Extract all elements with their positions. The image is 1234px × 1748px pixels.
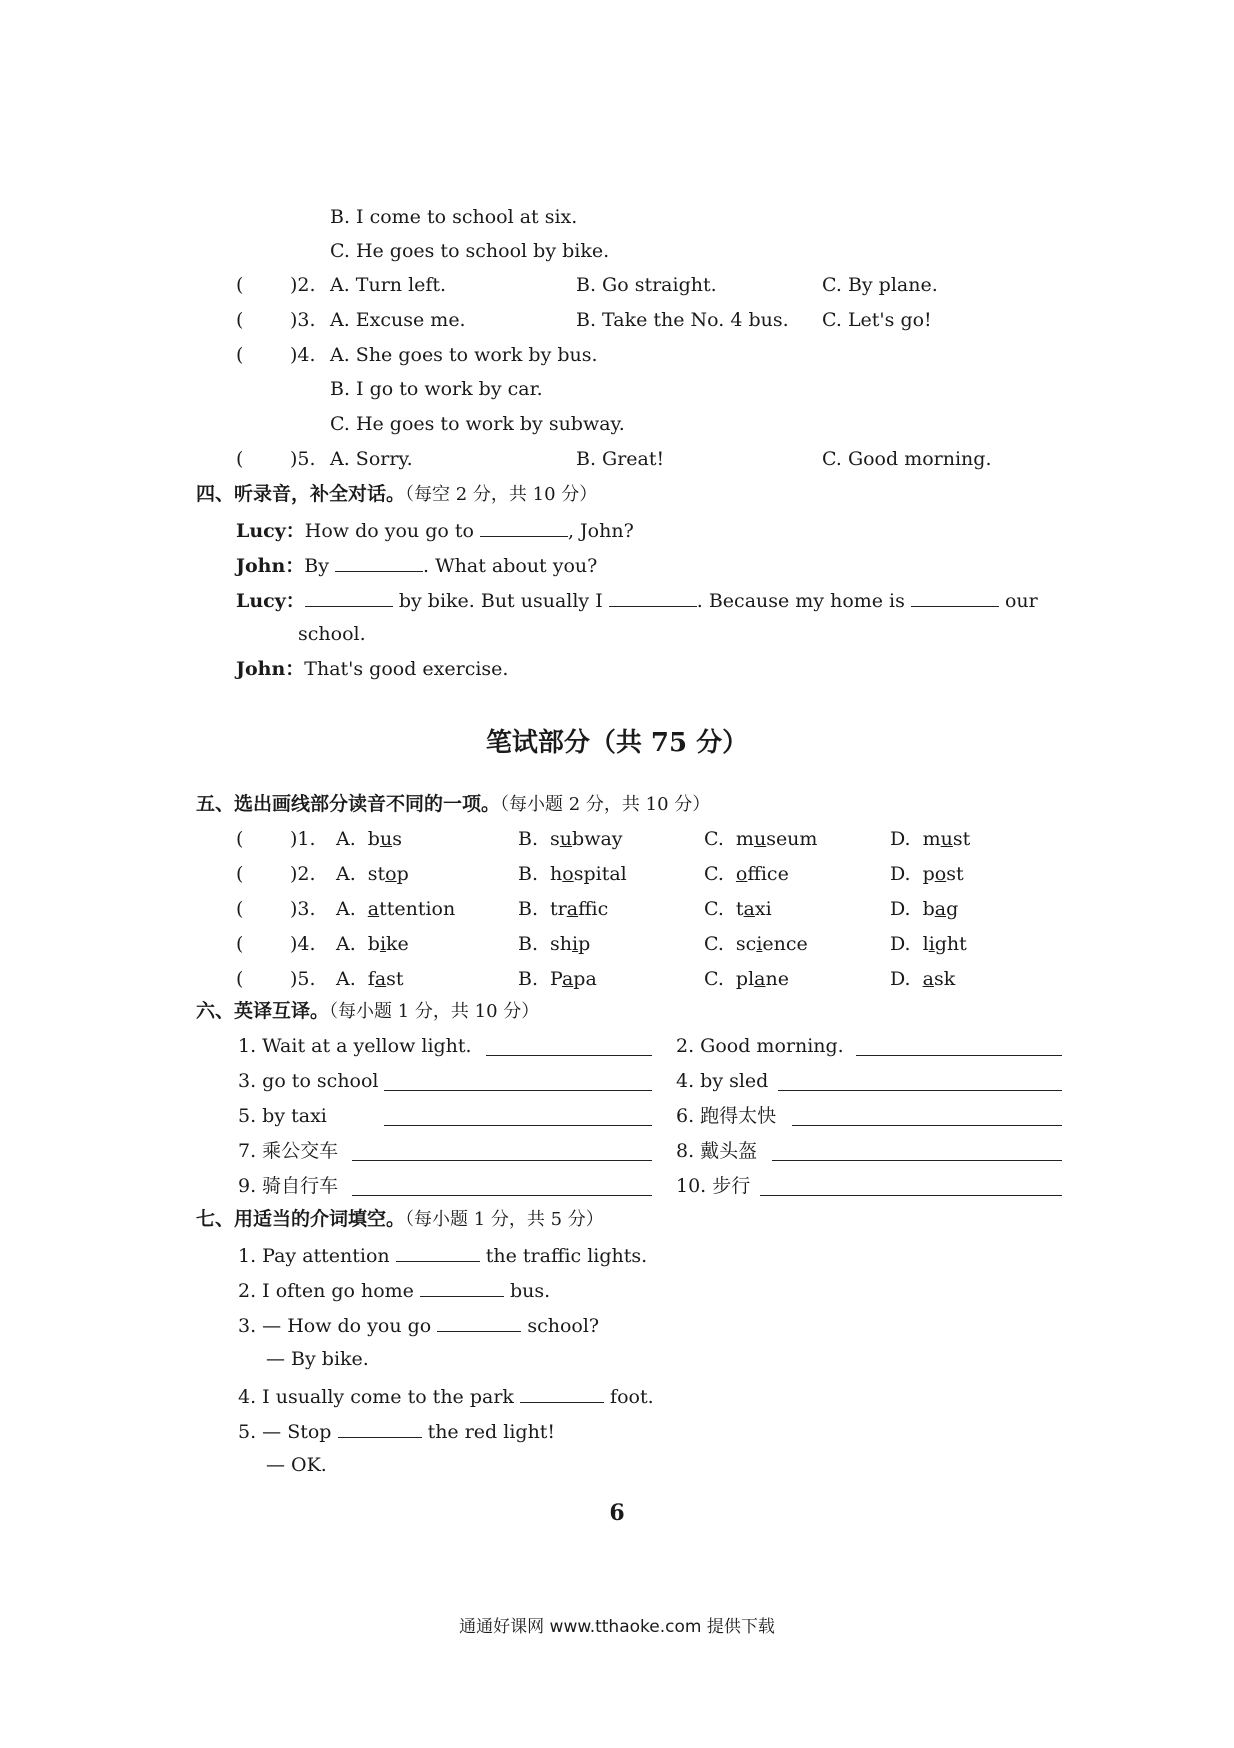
question-text: 2. I often go home <box>238 1280 414 1302</box>
option-letter: B. <box>518 968 539 990</box>
word-suffix: spital <box>573 863 627 885</box>
phonics-option-b <box>518 830 623 849</box>
option-letter: D. <box>890 898 911 920</box>
question-text: bus. <box>510 1280 551 1302</box>
phonics-option-a <box>336 865 409 884</box>
dialog-text: . Because my home is <box>696 590 905 612</box>
phonics-option-c <box>704 865 789 884</box>
word-suffix: g <box>946 898 959 920</box>
option-letter: C. <box>704 968 724 990</box>
phonics-option-b <box>518 935 590 954</box>
phonics-option-c <box>704 830 817 849</box>
underlined-letters: u <box>559 828 573 850</box>
q3-paren: ( <box>236 309 244 331</box>
word-prefix: m <box>922 828 941 850</box>
translation-item: 6. 跑得太快 <box>676 1105 777 1127</box>
answer-line[interactable] <box>772 1160 1062 1161</box>
word-prefix: tr <box>550 898 567 920</box>
page-number: 6 <box>609 1500 625 1526</box>
option-letter: B. <box>518 863 539 885</box>
word-prefix: st <box>367 863 386 885</box>
underlined-letters: o <box>934 863 947 885</box>
word-suffix: ke <box>386 933 409 955</box>
word-suffix: ght <box>934 933 967 955</box>
option-letter: C. <box>704 828 724 850</box>
q5-option-b: B. Great! <box>576 448 665 470</box>
q5-number: )5. <box>290 448 316 470</box>
phonics-option-d <box>890 970 955 989</box>
answer-blank[interactable] <box>305 590 393 607</box>
option-letter: C. <box>704 863 724 885</box>
dialog-text: , John? <box>567 520 634 542</box>
translation-item: 2. Good morning. <box>676 1035 844 1057</box>
part4-heading <box>196 485 597 504</box>
underlined-letters: a <box>922 968 934 990</box>
dialog-text: By <box>304 555 329 577</box>
answer-line[interactable] <box>352 1160 652 1161</box>
speaker-lucy: Lucy： <box>236 590 305 612</box>
q4-paren: ( <box>236 344 244 366</box>
part6-heading-text: 六、英译互译。 <box>196 1000 330 1022</box>
word-suffix: bway <box>572 828 623 850</box>
option-letter: D. <box>890 828 911 850</box>
question-text: school? <box>527 1315 600 1337</box>
q1-option-c: C. He goes to school by bike. <box>330 240 610 262</box>
q5-option-c: C. Good morning. <box>822 448 992 470</box>
underlined-letters: i <box>928 933 935 955</box>
option-letter: A. <box>336 898 356 920</box>
underlined-letters: a <box>374 968 387 990</box>
answer-line[interactable] <box>384 1090 652 1091</box>
underlined-letters: a <box>743 898 755 920</box>
part4-heading-text: 四、听录音，补全对话。 <box>196 483 406 505</box>
part7-score-note: （每小题 1 分，共 5 分） <box>405 1209 604 1230</box>
underlined-letters: a <box>934 898 947 920</box>
underlined-letters: o <box>735 863 748 885</box>
answer-paren[interactable]: ( <box>236 968 244 990</box>
underlined-letters: u <box>753 828 767 850</box>
word-suffix: st <box>952 828 971 850</box>
phonics-option-c <box>704 900 772 919</box>
underlined-letters: o <box>562 863 574 885</box>
p7-question-5 <box>238 1421 555 1442</box>
word-suffix: st <box>946 863 964 885</box>
part4-score-note: （每空 2 分，共 10 分） <box>405 484 598 505</box>
written-section-title: 笔试部分（共 75 分） <box>485 728 749 758</box>
word-suffix: p <box>396 863 409 885</box>
underlined-letters: a <box>561 968 574 990</box>
dialog-text: our <box>1004 590 1038 612</box>
answer-line[interactable] <box>384 1125 652 1126</box>
answer-line[interactable] <box>352 1195 652 1196</box>
word-suffix: st <box>386 968 404 990</box>
part5-score-note: （每小题 2 分，共 10 分） <box>500 794 711 815</box>
answer-blank[interactable] <box>911 590 999 607</box>
word-prefix: pl <box>735 968 755 990</box>
question-number: )2. <box>290 863 316 885</box>
phonics-option-c <box>704 935 808 954</box>
answer-line[interactable] <box>778 1090 1062 1091</box>
phonics-option-d <box>890 830 970 849</box>
option-letter: B. <box>518 898 539 920</box>
q2-number: )2. <box>290 274 316 296</box>
underlined-letters: a <box>367 898 380 920</box>
option-letter: C. <box>704 933 724 955</box>
word-prefix: s <box>550 828 560 850</box>
translation-item: 10. 步行 <box>676 1175 751 1197</box>
download-footer: 通通好课网 www.tthaoke.com 提供下载 <box>459 1617 775 1637</box>
answer-line[interactable] <box>760 1195 1062 1196</box>
dialog-text: by bike. But usually I <box>398 590 603 612</box>
word-suffix: sk <box>933 968 956 990</box>
dialog-text: That's good exercise. <box>304 658 509 680</box>
word-prefix: P <box>550 968 562 990</box>
option-letter: B. <box>518 933 539 955</box>
q3-option-b: B. Take the No. 4 bus. <box>576 309 789 331</box>
word-suffix: xi <box>754 898 772 920</box>
dialog-text: . What about you? <box>423 555 598 577</box>
q5-paren: ( <box>236 448 244 470</box>
option-letter: A. <box>336 863 356 885</box>
option-letter: A. <box>336 933 356 955</box>
answer-blank[interactable] <box>335 555 423 572</box>
dialog-line-4 <box>236 660 508 679</box>
phonics-option-d <box>890 900 958 919</box>
translation-item: 4. by sled <box>676 1070 769 1092</box>
phonics-option-a <box>336 970 404 989</box>
part6-heading <box>196 1002 539 1021</box>
underlined-letters: i <box>572 933 579 955</box>
dialog-text: How do you go to <box>304 520 474 542</box>
question-text: the traffic lights. <box>485 1245 648 1267</box>
q3-number: )3. <box>290 309 316 331</box>
underlined-letters: u <box>940 828 953 850</box>
underlined-letters: i <box>379 933 387 955</box>
word-suffix: ffice <box>747 863 789 885</box>
word-prefix: b <box>922 898 935 920</box>
speaker-john: John： <box>236 658 305 680</box>
part7-heading-text: 七、用适当的介词填空。 <box>196 1208 406 1230</box>
underlined-letters: a <box>566 898 579 920</box>
option-letter: C. <box>704 898 724 920</box>
option-letter: D. <box>890 968 911 990</box>
question-number: )4. <box>290 933 316 955</box>
q3-option-a: A. Excuse me. <box>330 309 466 331</box>
q4-option-c: C. He goes to work by subway. <box>330 413 625 435</box>
phonics-option-a <box>336 935 409 954</box>
question-number: )3. <box>290 898 316 920</box>
word-prefix: f <box>367 968 375 990</box>
phonics-option-b <box>518 900 608 919</box>
answer-blank[interactable] <box>420 1280 504 1297</box>
question-number: )1. <box>290 828 316 850</box>
answer-blank[interactable] <box>338 1421 422 1438</box>
phonics-option-b <box>518 865 627 884</box>
dialog-line-1 <box>236 520 634 541</box>
translation-item: 8. 戴头盔 <box>676 1140 758 1162</box>
word-prefix: h <box>550 863 563 885</box>
option-letter: B. <box>518 828 539 850</box>
speaker-john: John： <box>236 555 305 577</box>
q3-option-c: C. Let's go! <box>822 309 932 331</box>
part5-heading <box>196 795 710 814</box>
dialog-line-2 <box>236 555 597 576</box>
q2-paren: ( <box>236 274 244 296</box>
question-text: foot. <box>610 1386 654 1408</box>
word-prefix: b <box>367 828 380 850</box>
q2-option-a: A. Turn left. <box>330 274 447 296</box>
q5-option-a: A. Sorry. <box>330 448 413 470</box>
translation-item: 1. Wait at a yellow light. <box>238 1035 472 1057</box>
answer-line[interactable] <box>486 1055 652 1056</box>
word-suffix: ffic <box>578 898 609 920</box>
p7-question-5-answer: — OK. <box>266 1454 327 1476</box>
question-number: )5. <box>290 968 316 990</box>
answer-paren[interactable]: ( <box>236 933 244 955</box>
underlined-letters: a <box>754 968 766 990</box>
part7-heading <box>196 1210 604 1229</box>
word-suffix: ence <box>762 933 808 955</box>
question-text: 3. — How do you go <box>238 1315 432 1337</box>
option-letter: D. <box>890 863 911 885</box>
word-prefix: p <box>922 863 935 885</box>
dialog-line-3-cont: school. <box>298 623 366 645</box>
q4-option-b: B. I go to work by car. <box>330 378 543 400</box>
speaker-lucy: Lucy： <box>236 520 305 542</box>
phonics-option-a <box>336 830 402 849</box>
answer-line[interactable] <box>792 1125 1062 1126</box>
translation-item: 9. 骑自行车 <box>238 1175 339 1197</box>
word-prefix: b <box>367 933 380 955</box>
word-prefix: t <box>735 898 744 920</box>
word-suffix: seum <box>766 828 818 850</box>
option-letter: A. <box>336 828 356 850</box>
p7-question-3 <box>238 1315 599 1336</box>
word-prefix: sh <box>550 933 573 955</box>
q4-option-a: A. She goes to work by bus. <box>330 344 598 366</box>
question-text: 4. I usually come to the park <box>238 1386 514 1408</box>
answer-paren[interactable]: ( <box>236 898 244 920</box>
translation-item: 3. go to school <box>238 1070 379 1092</box>
translation-item: 5. by taxi <box>238 1105 327 1127</box>
question-text: 5. — Stop <box>238 1421 332 1443</box>
word-prefix: m <box>735 828 754 850</box>
answer-line[interactable] <box>856 1055 1062 1056</box>
answer-paren[interactable]: ( <box>236 828 244 850</box>
word-suffix: pa <box>573 968 597 990</box>
answer-blank[interactable] <box>520 1386 604 1403</box>
option-letter: D. <box>890 933 911 955</box>
question-text: 1. Pay attention <box>238 1245 390 1267</box>
phonics-option-d <box>890 865 964 884</box>
word-suffix: p <box>578 933 591 955</box>
question-text: the red light! <box>427 1421 556 1443</box>
answer-paren[interactable]: ( <box>236 863 244 885</box>
part5-heading-text: 五、选出画线部分读音不同的一项。 <box>196 793 501 815</box>
phonics-option-a <box>336 900 455 919</box>
underlined-letters: o <box>385 863 397 885</box>
option-letter: A. <box>336 968 356 990</box>
phonics-option-d <box>890 935 967 954</box>
answer-blank[interactable] <box>437 1315 521 1332</box>
p7-question-1 <box>238 1245 647 1266</box>
word-suffix: ne <box>765 968 789 990</box>
word-suffix: s <box>392 828 402 850</box>
phonics-option-b <box>518 970 597 989</box>
answer-blank[interactable] <box>396 1245 480 1262</box>
dialog-line-3 <box>236 590 1038 611</box>
word-prefix: sc <box>735 933 757 955</box>
translation-item: 7. 乘公交车 <box>238 1140 339 1162</box>
underlined-letters: u <box>379 828 393 850</box>
underlined-letters: i <box>756 933 763 955</box>
p7-question-3-answer: — By bike. <box>266 1348 369 1370</box>
word-suffix: ttention <box>379 898 456 920</box>
word-prefix: l <box>922 933 929 955</box>
part6-score-note: （每小题 1 分，共 10 分） <box>329 1001 540 1022</box>
answer-blank[interactable] <box>480 520 568 537</box>
q1-option-b: B. I come to school at six. <box>330 206 578 228</box>
q2-option-b: B. Go straight. <box>576 274 717 296</box>
phonics-option-c <box>704 970 789 989</box>
p7-question-4 <box>238 1386 654 1407</box>
answer-blank[interactable] <box>609 590 697 607</box>
q4-number: )4. <box>290 344 316 366</box>
p7-question-2 <box>238 1280 550 1301</box>
q2-option-c: C. By plane. <box>822 274 938 296</box>
